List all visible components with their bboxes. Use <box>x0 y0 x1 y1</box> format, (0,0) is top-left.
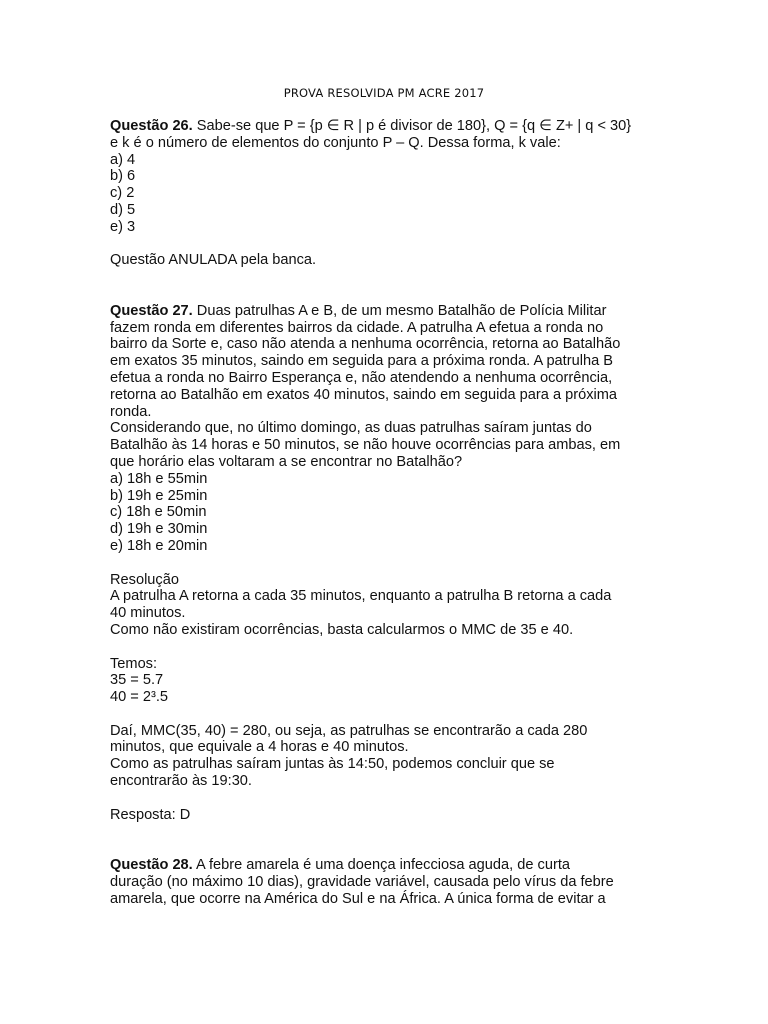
question-26-stem-line-1: Questão 26. Sabe-se que P = {p ∈ R | p é divisor de 180}, Q = {q ∈ Z+ | q < 30} <box>110 118 632 134</box>
resolution-line: Daí, MMC(35, 40) = 280, ou seja, as patrulhas se encontrarão a cada 280 <box>110 722 588 739</box>
question-27-stem-line: que horário elas voltaram a se encontrar no Batalhão? <box>110 453 463 470</box>
question-26-label: Questão 26. <box>110 118 193 134</box>
option-c: c) 18h e 50min <box>110 504 207 521</box>
question-26-stem-line-2: e k é o número de elementos do conjunto P – Q. Dessa forma, k vale: <box>110 134 561 151</box>
option-d: d) 5 <box>110 201 136 218</box>
option-b: b) 6 <box>110 168 136 185</box>
resolution-line: 40 minutos. <box>110 605 186 622</box>
option-b: b) 19h e 25min <box>110 487 208 504</box>
option-d: d) 19h e 30min <box>110 521 208 538</box>
resolution-line: encontrarão às 19:30. <box>110 773 252 790</box>
question-26 <box>110 118 670 269</box>
question-26-note: Questão ANULADA pela banca. <box>110 252 317 269</box>
option-e: e) 3 <box>110 218 136 235</box>
question-27 <box>110 303 670 824</box>
question-27-stem-line: retorna ao Batalhão em exatos 40 minutos, saindo em seguida para a próxima <box>110 386 618 403</box>
question-28-label: Questão 28. <box>110 857 193 874</box>
resolution-heading: Resolução <box>110 571 179 588</box>
question-27-stem-line-1: Questão 27. Duas patrulhas A e B, de um mesmo Batalhão de Polícia Militar <box>110 302 607 319</box>
question-27-label: Questão 27. <box>110 302 193 319</box>
question-27-stem-line: em exatos 35 minutos, saindo em seguida para a próxima ronda. A patrulha B <box>110 353 613 370</box>
question-28 <box>110 857 670 907</box>
question-27-stem-line: fazem ronda em diferentes bairros da cidade. A patrulha A efetua a ronda no <box>110 319 604 336</box>
question-27-stem-line: Batalhão às 14 horas e 50 minutos, se não houve ocorrências para ambas, em <box>110 437 621 454</box>
answer: Resposta: D <box>110 806 191 823</box>
document-title: PROVA RESOLVIDA PM ACRE 2017 <box>283 86 485 100</box>
question-27-stem-line: bairro da Sorte e, caso não atenda a nenhuma ocorrência, retorna ao Batalhão <box>110 336 621 353</box>
question-27-stem-line: ronda. <box>110 403 152 420</box>
question-28-stem-line-1: Questão 28. A febre amarela é uma doença infecciosa aguda, de curta <box>110 857 570 874</box>
option-c: c) 2 <box>110 185 135 202</box>
resolution-line: Temos: <box>110 655 158 672</box>
option-e: e) 18h e 20min <box>110 537 208 554</box>
resolution-line: minutos, que equivale a 4 horas e 40 minutos. <box>110 739 409 756</box>
document-body <box>110 118 670 907</box>
question-27-stem-line: efetua a ronda no Bairro Esperança e, não atendendo a nenhuma ocorrência, <box>110 369 613 386</box>
question-28-stem-line: amarela, que ocorre na América do Sul e na África. A única forma de evitar a <box>110 890 606 907</box>
resolution-line: 40 = 2³.5 <box>110 689 169 706</box>
resolution-line: 35 = 5.7 <box>110 672 164 689</box>
option-a: a) 4 <box>110 151 136 168</box>
question-27-stem-line: Considerando que, no último domingo, as duas patrulhas saíram juntas do <box>110 420 592 437</box>
resolution-line: A patrulha A retorna a cada 35 minutos, enquanto a patrulha B retorna a cada <box>110 588 612 605</box>
resolution-line: Como as patrulhas saíram juntas às 14:50, podemos concluir que se <box>110 756 555 773</box>
resolution-line: Como não existiram ocorrências, basta calcularmos o MMC de 35 e 40. <box>110 621 574 638</box>
question-28-stem-line: duração (no máximo 10 dias), gravidade variável, causada pelo vírus da febre <box>110 873 614 890</box>
option-a: a) 18h e 55min <box>110 470 208 487</box>
